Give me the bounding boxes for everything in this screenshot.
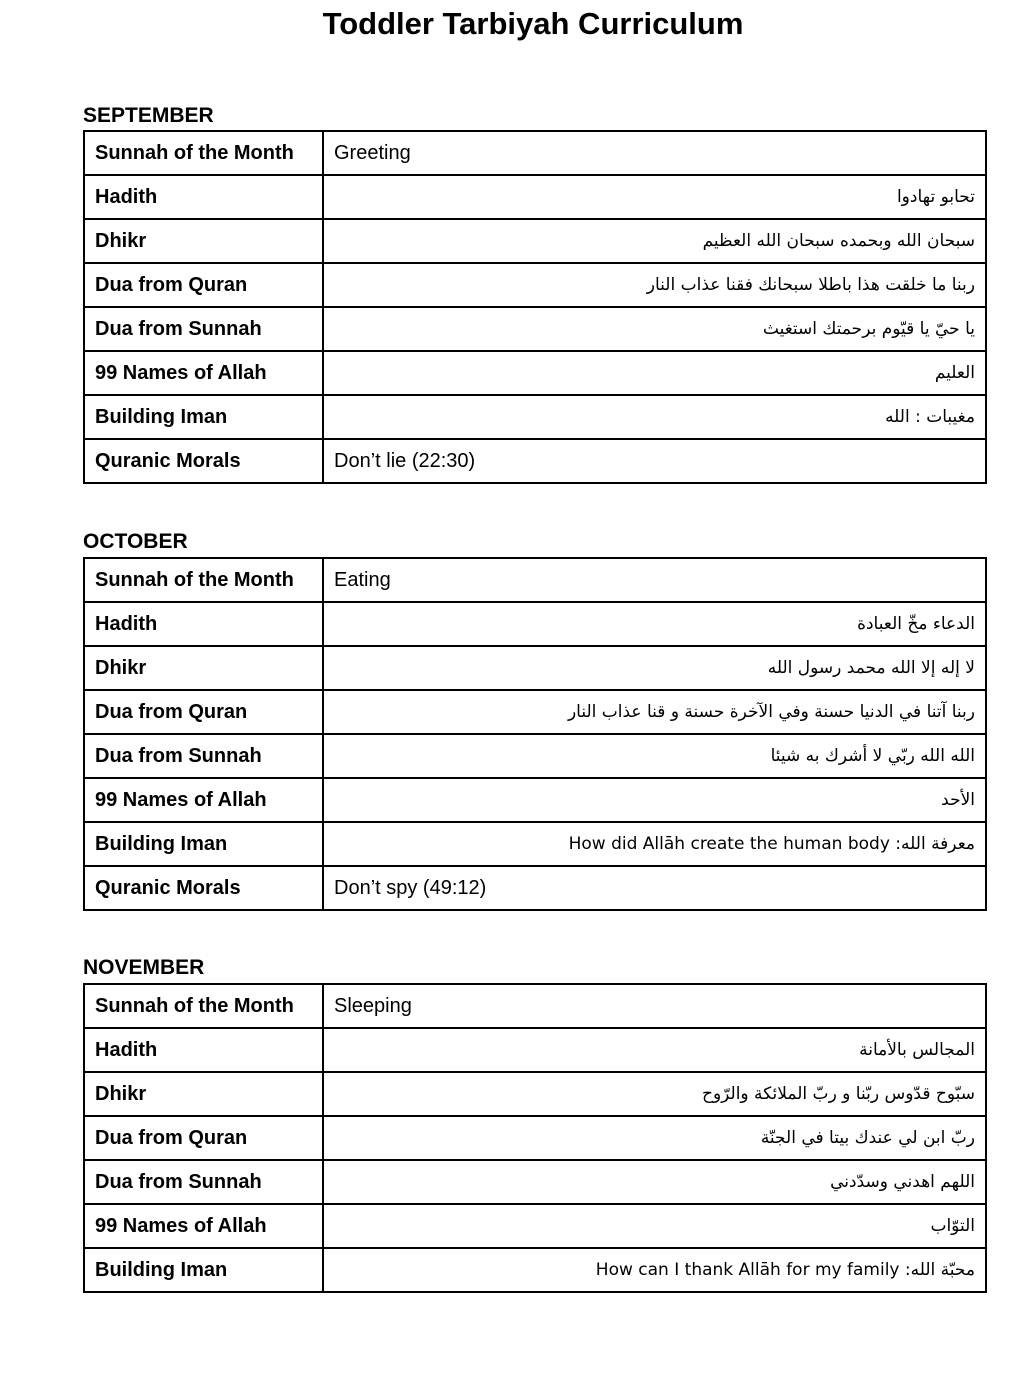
row-value: Sleeping (323, 984, 986, 1028)
table-row (84, 646, 986, 690)
table-row (84, 1248, 986, 1292)
table-row (84, 778, 986, 822)
table-row (84, 395, 986, 439)
row-value: Eating (323, 558, 986, 602)
row-label: Building Iman (84, 1248, 323, 1292)
row-label: Hadith (84, 1028, 323, 1072)
row-label: Dua from Sunnah (84, 734, 323, 778)
month-heading-september: SEPTEMBER (83, 104, 214, 127)
row-value: لا إله إلا الله محمد رسول الله (323, 646, 986, 690)
row-value: محبّة الله: How can I thank Allāh for my family (323, 1248, 986, 1292)
row-label: Dua from Quran (84, 1116, 323, 1160)
month-heading-october: OCTOBER (83, 530, 188, 553)
row-value: مغيبات : الله (323, 395, 986, 439)
row-label: 99 Names of Allah (84, 351, 323, 395)
row-value: الأحد (323, 778, 986, 822)
document-title: Toddler Tarbiyah Curriculum (322, 6, 744, 41)
row-value: الدعاء مخّ العبادة (323, 602, 986, 646)
row-label: 99 Names of Allah (84, 778, 323, 822)
table-row (84, 734, 986, 778)
table-row (84, 822, 986, 866)
row-label: Dhikr (84, 1072, 323, 1116)
table-row (84, 866, 986, 910)
row-value: Don’t lie (22:30) (323, 439, 986, 483)
table-row (84, 1204, 986, 1248)
table-row (84, 351, 986, 395)
row-value: اللهم اهدني وسدّدني (323, 1160, 986, 1204)
row-label: Dua from Sunnah (84, 1160, 323, 1204)
curriculum-table-september (83, 130, 987, 484)
table-row (84, 690, 986, 734)
row-value: معرفة الله: How did Allāh create the human body (323, 822, 986, 866)
row-value: سبّوح قدّوس ربّنا و ربّ الملائكة والرّوح (323, 1072, 986, 1116)
row-value: Greeting (323, 131, 986, 175)
table-row (84, 1116, 986, 1160)
table-row (84, 263, 986, 307)
table-row (84, 131, 986, 175)
row-label: Hadith (84, 175, 323, 219)
row-label: Building Iman (84, 822, 323, 866)
row-label: Dhikr (84, 646, 323, 690)
row-value: ربنا ما خلقت هذا باطلا سبحانك فقنا عذاب النار (323, 263, 986, 307)
table-row (84, 558, 986, 602)
row-value: تحابو تهادوا (323, 175, 986, 219)
month-heading-november: NOVEMBER (83, 956, 205, 979)
curriculum-table-november (83, 983, 987, 1293)
table-row (84, 439, 986, 483)
table-row (84, 219, 986, 263)
table-row (84, 1072, 986, 1116)
row-label: Hadith (84, 602, 323, 646)
curriculum-table-october (83, 557, 987, 911)
row-label: Sunnah of the Month (84, 131, 323, 175)
row-label: Quranic Morals (84, 439, 323, 483)
table-row (84, 1028, 986, 1072)
table-row (84, 602, 986, 646)
row-label: Dua from Quran (84, 690, 323, 734)
row-value: ربّ ابن لي عندك بيتا في الجنّة (323, 1116, 986, 1160)
row-label: Sunnah of the Month (84, 984, 323, 1028)
row-value: الله الله ربّي لا أشرك به شيئا (323, 734, 986, 778)
row-label: Sunnah of the Month (84, 558, 323, 602)
row-label: Dhikr (84, 219, 323, 263)
row-label: Dua from Sunnah (84, 307, 323, 351)
row-value: المجالس بالأمانة (323, 1028, 986, 1072)
row-label: Quranic Morals (84, 866, 323, 910)
table-row (84, 175, 986, 219)
row-label: Dua from Quran (84, 263, 323, 307)
row-label: Building Iman (84, 395, 323, 439)
row-value: العليم (323, 351, 986, 395)
table-row (84, 307, 986, 351)
row-label: 99 Names of Allah (84, 1204, 323, 1248)
row-value: ربنا آتنا في الدنيا حسنة وفي الآخرة حسنة و قنا عذاب النار (323, 690, 986, 734)
row-value: يا حيّ يا قيّوم برحمتك استغيث (323, 307, 986, 351)
row-value: Don’t spy (49:12) (323, 866, 986, 910)
row-value: التوّاب (323, 1204, 986, 1248)
table-row (84, 984, 986, 1028)
table-row (84, 1160, 986, 1204)
row-value: سبحان الله وبحمده سبحان الله العظيم (323, 219, 986, 263)
